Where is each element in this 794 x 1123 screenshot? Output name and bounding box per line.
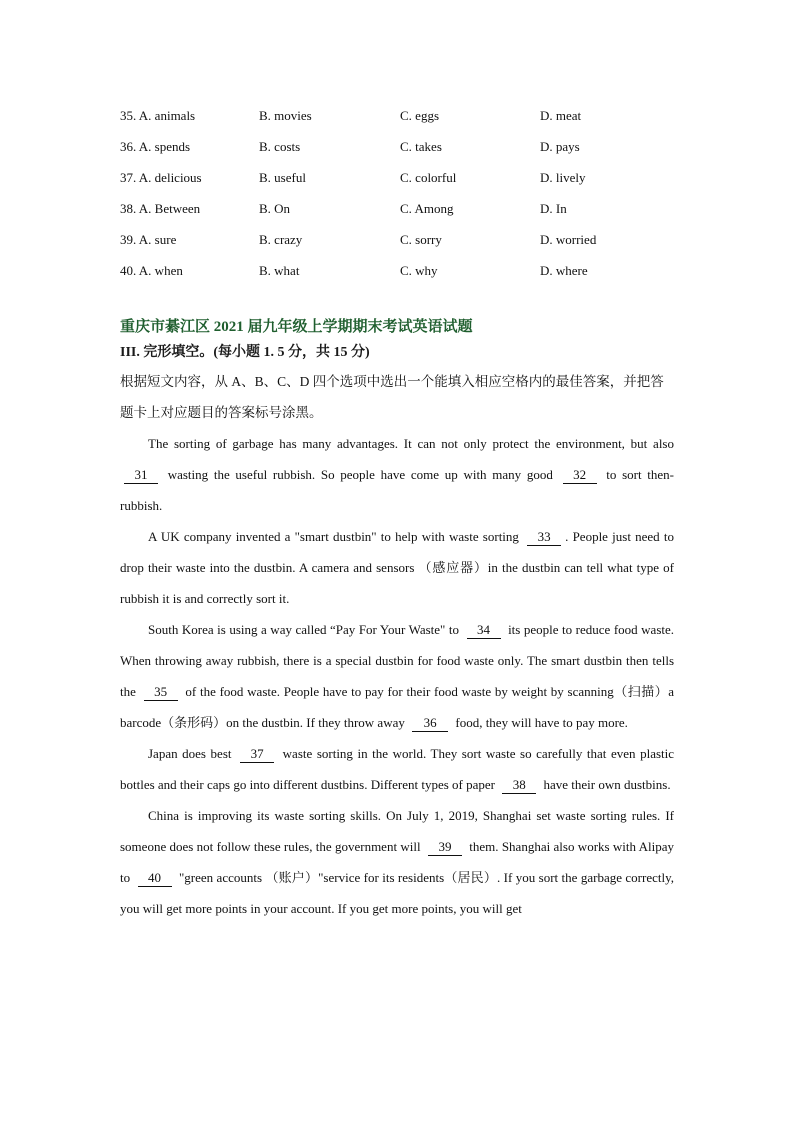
blank-35: 35 [144,684,178,701]
option-row-38 [120,193,674,224]
option-d: D. lively [540,169,586,185]
option-row-40 [120,255,674,286]
option-c: C. why [400,262,438,278]
passage-paragraph-2: A UK company invented a "smart dustbin" to help with waste sorting 33 . People just need to drop their waste into the dustbin. A camera and sensors （感应器）in the dustbin can tell what type of rubbish it is and correctly sort it. [120,529,674,606]
blank-39: 39 [428,839,462,856]
option-c: C. sorry [400,231,442,247]
option-d: D. pays [540,138,580,154]
option-row-39 [120,224,674,255]
options-list [120,100,674,286]
blank-38: 38 [502,777,536,794]
option-d: D. In [540,200,567,216]
blank-32: 32 [563,467,597,484]
blank-36: 36 [412,715,448,732]
passage-paragraph-3: South Korea is using a way called “Pay For Your Waste" to 34 its people to reduce food waste. When throwing away rubbish, there is a special dustbin for food waste only. The smart dustbin then tells the 35 of the food waste. People have to pay for their food waste by weight by scanning（扫描）a barcode（条形码）on the dustbin. If they throw away 36 food, they will have to pay more. [120,622,675,730]
option-row-36 [120,131,674,162]
passage-paragraph-5: China is improving its waste sorting skills. On July 1, 2019, Shanghai set waste sorting rules. If someone does not follow these rules, the government will 39 them. Shanghai also works with Alipay to 40 "green accounts （账户）"service for its residents（居民）. If you sort the garbage correctly, you will get more points in your account. If you get more points, you will get [120,808,675,916]
option-c: C. Among [400,200,454,216]
option-b: B. what [259,262,300,278]
blank-34: 34 [467,622,501,639]
option-a: 38. A. Between [120,200,201,216]
option-a: 36. A. spends [120,138,191,154]
instructions: 根据短文内容，从 A、B、C、D 四个选项中选出一个能填入相应空格内的最佳答案，并把答 题卡上对应题目的答案标号涂黑。 [120,374,664,420]
option-a: 35. A. animals [120,107,196,123]
blank-37: 37 [240,746,274,763]
option-a: 39. A. sure [120,231,177,247]
option-a: 40. A. when [120,262,183,278]
option-b: B. costs [259,138,301,154]
blank-31: 31 [124,467,158,484]
option-b: B. crazy [259,231,303,247]
option-c: C. eggs [400,107,439,123]
blank-40: 40 [138,870,172,887]
passage-paragraph-1: The sorting of garbage has many advantages. It can not only protect the environment, but also 31 wasting the useful rubbish. So people have come up with many good 32 to sort then- rubbish. [120,436,674,513]
option-b: B. useful [259,169,306,185]
option-c: C. takes [400,138,442,154]
blank-33: 33 [527,529,561,546]
option-d: D. worried [540,231,597,247]
option-row-35 [120,100,674,131]
passage-paragraph-4: Japan does best 37 waste sorting in the world. They sort waste so carefully that even plastic bottles and their caps go into different dustbins. Different types of paper 38 have their own dustbins. [120,746,675,792]
option-d: D. where [540,262,588,278]
section-subtitle: III. 完形填空。(每小题 1. 5 分，共 15 分) [120,345,370,360]
option-b: B. movies [259,107,312,123]
option-d: D. meat [540,107,582,123]
section-title: 重庆市綦江区 2021 届九年级上学期期末考试英语试题 [120,319,473,335]
option-row-37 [120,162,674,193]
option-a: 37. A. delicious [120,169,202,185]
exam-page [120,100,674,924]
option-c: C. colorful [400,169,457,185]
option-b: B. On [259,200,291,216]
